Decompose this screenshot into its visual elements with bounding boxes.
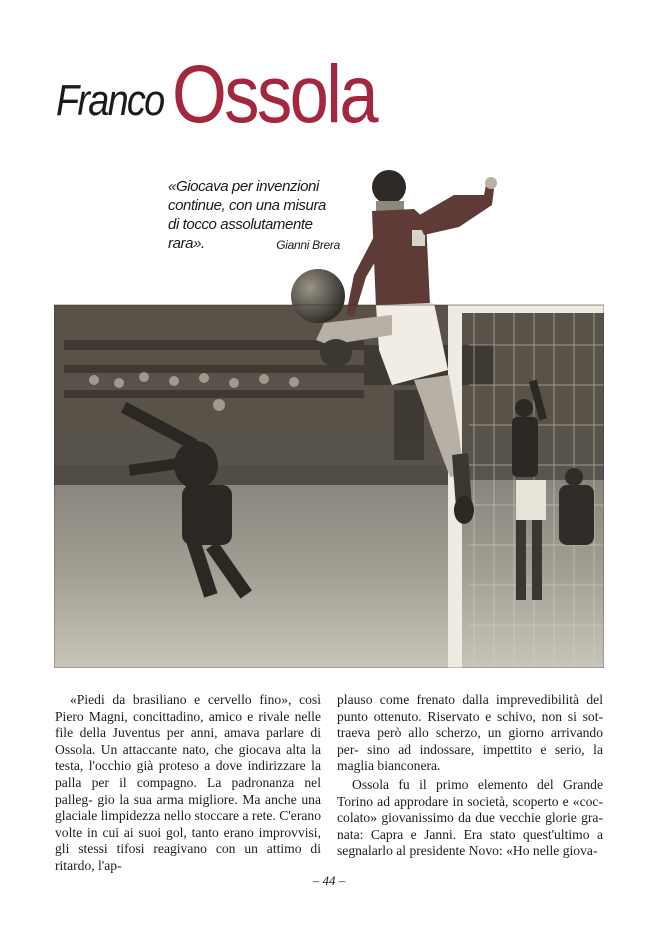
article-paragraph: plauso come frenato dalla imprevedibilità del punto ottenuto. Riservato e schivo, non si sot- traeva però allo scherzo, un giorno arrivando per- sino ad indossare, impettito e serio, la maglia bianconera. <box>337 692 603 774</box>
article-column-right <box>337 692 603 860</box>
article-paragraph: «Piedi da brasiliano e cervello fino», così Piero Magni, concittadino, amico e rivale nelle file della Juventus per anni, amava parlare di Ossola. Un attaccante nato, che giocava alta la testa, l'occhio già proteso a dove indirizzare la palla per il compagno. La padronanza nel palleg- gio la sua arma migliore. Ma anche una glaciale limpidezza nello stoccare a rete. C'erano volte in cui ai suoi gol, tanto erano improvvisi, gli stessi tifosi reagivano con un attimo di ritardo, l'ap- <box>55 692 321 873</box>
quote-author: Gianni Brera <box>276 238 340 252</box>
quote-line: continue, con una misura <box>168 197 327 214</box>
quote-line: «Giocava per invenzioni <box>168 178 319 195</box>
quote-line: di tocco assolutamente rara». <box>168 216 313 252</box>
title-first-name: Franco <box>56 76 164 125</box>
article-column-left <box>55 692 321 875</box>
article-paragraph: Ossola fu il primo elemento del Grande Torino ad approdare in società, scoperto e «coc- colato» giovanissimo da due vecchie glorie gra- nata: Capra e Janni. Era stato quest'ultimo a segnalarlo al presidente Novo: «Ho nelle giova- <box>337 776 603 859</box>
page-number: – 44 – <box>312 873 346 888</box>
title-last-name: Ossola <box>172 49 377 140</box>
